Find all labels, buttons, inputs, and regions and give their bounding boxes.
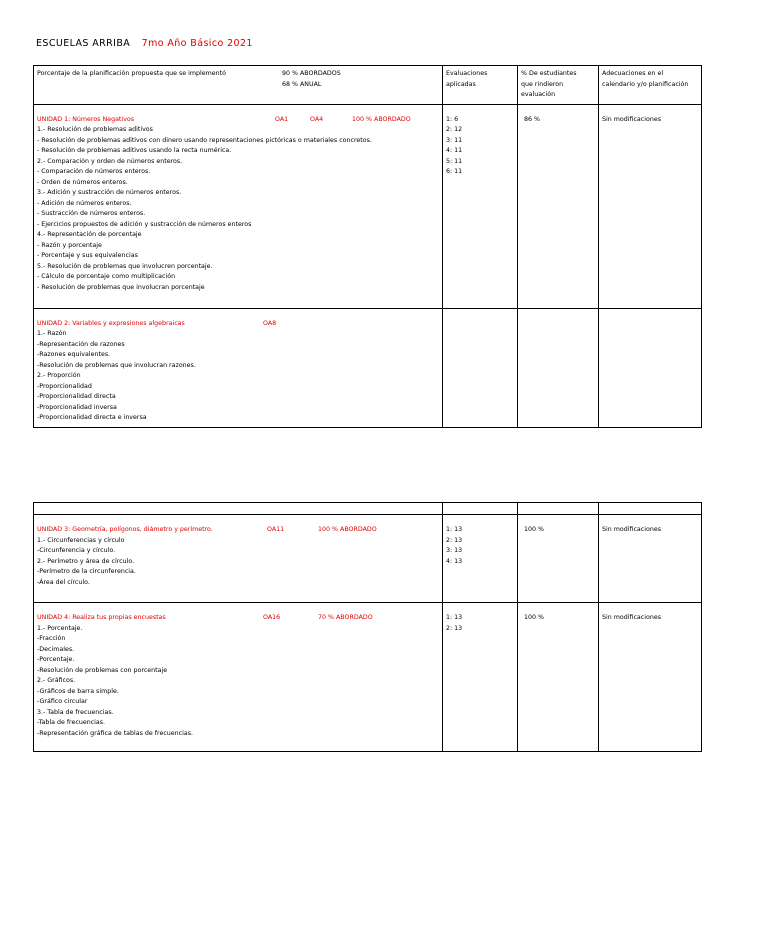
content-line: -Proporcionalidad directa bbox=[37, 393, 116, 400]
header-text: que rindieron bbox=[521, 80, 564, 88]
unit-content-cell bbox=[34, 308, 443, 427]
content-line: -Proporcionalidad directa e inversa bbox=[37, 414, 147, 421]
unit-status: 100 % ABORDADO bbox=[352, 115, 411, 123]
evaluaciones-cell bbox=[443, 515, 518, 603]
estudiantes-cell bbox=[518, 515, 599, 603]
evaluation-entry: 3: 11 bbox=[446, 136, 463, 144]
planning-header-cell bbox=[34, 66, 443, 105]
evaluation-entry: 4: 11 bbox=[446, 147, 463, 154]
unit-heading bbox=[37, 613, 439, 624]
unit-content-cell bbox=[34, 515, 443, 603]
content-line: - Adición de números enteros. bbox=[37, 199, 132, 207]
objective-code: OA4 bbox=[310, 115, 324, 123]
unit-content-cell bbox=[34, 104, 443, 308]
header-adecuaciones bbox=[599, 66, 702, 105]
evaluation-entry: 2: 12 bbox=[446, 126, 463, 133]
student-percentage: 86 % bbox=[524, 115, 540, 123]
unit-status: 100 % ABORDADO bbox=[318, 526, 377, 533]
content-line: 2.- Proporción bbox=[37, 372, 81, 379]
content-line: -Resolución de problemas con porcentaje bbox=[37, 666, 168, 674]
header-estudiantes bbox=[518, 66, 599, 105]
content-line: -Porcentaje. bbox=[37, 656, 75, 663]
empty-header-row bbox=[34, 503, 702, 515]
estudiantes-cell bbox=[518, 104, 599, 308]
student-percentage: 100 % bbox=[524, 526, 545, 533]
unit-title: UNIDAD 3: Geometría, polígonos, diámetro y perímetro. bbox=[37, 526, 213, 533]
evaluation-entry: 1: 13 bbox=[446, 526, 463, 533]
content-line: - Orden de números enteros. bbox=[37, 178, 128, 186]
evaluaciones-cell bbox=[443, 603, 518, 752]
content-line: 3.- Tabla de frecuencias. bbox=[37, 708, 114, 716]
pct-abordados: 90 % ABORDADOS bbox=[282, 70, 341, 77]
planning-label: Porcentaje de la planificación propuesta que se implementó bbox=[37, 70, 226, 77]
evaluation-entry: 3: 13 bbox=[446, 547, 463, 554]
content-line: -Representación de razones bbox=[37, 340, 125, 348]
evaluation-entry: 1: 6 bbox=[446, 115, 459, 123]
adjustment-note: Sin modificaciones bbox=[602, 526, 661, 533]
content-line: -Fracción bbox=[37, 635, 66, 642]
content-line: - Cálculo de porcentaje como multiplicación bbox=[37, 273, 176, 280]
estudiantes-cell bbox=[518, 308, 599, 427]
unit-row bbox=[34, 515, 702, 603]
content-line: -Representación gráfica de tablas de frecuencias. bbox=[37, 729, 193, 737]
content-line: - Resolución de problemas aditivos con dinero usando representaciones pictóricas o materiales concretos. bbox=[37, 136, 372, 144]
evaluation-entry: 2: 13 bbox=[446, 536, 463, 544]
content-line: -Perímetro de la circunferencia. bbox=[37, 568, 136, 575]
content-line: - Sustracción de números enteros. bbox=[37, 210, 146, 217]
unit-title: UNIDAD 4: Realiza tus propias encuestas bbox=[37, 614, 166, 621]
header-text: Adecuaciones en el bbox=[602, 70, 664, 77]
empty-cell bbox=[443, 503, 518, 515]
adecuaciones-cell bbox=[599, 603, 702, 752]
adjustment-note: Sin modificaciones bbox=[602, 614, 661, 621]
content-line: -Área del círculo. bbox=[37, 578, 90, 586]
unit-row bbox=[34, 308, 702, 427]
unit-heading bbox=[37, 319, 439, 330]
content-line: 1.- Porcentaje. bbox=[37, 624, 83, 632]
content-line: - Resolución de problemas aditivos usando la recta numérica. bbox=[37, 147, 232, 154]
document-title bbox=[36, 38, 253, 49]
evaluation-entry: 2: 13 bbox=[446, 624, 463, 632]
header-text: calendario y/o planificación bbox=[602, 80, 689, 88]
unit-heading bbox=[37, 115, 439, 126]
student-percentage: 100 % bbox=[524, 614, 545, 621]
unit-row bbox=[34, 603, 702, 752]
adecuaciones-cell bbox=[599, 308, 702, 427]
content-line: 3.- Adición y sustracción de números enteros. bbox=[37, 189, 182, 196]
content-line: -Tabla de frecuencias. bbox=[37, 719, 106, 726]
objective-code: OA1 bbox=[275, 115, 289, 123]
content-line: 4.- Representación de porcentaje bbox=[37, 231, 142, 238]
content-line: -Gráficos de barra simple. bbox=[37, 687, 119, 695]
content-line: - Ejercicios propuestos de adición y sustracción de números enteros bbox=[37, 220, 252, 228]
unit-title: UNIDAD 2: Variables y expresiones algebraicas bbox=[37, 319, 185, 327]
objective-code: OA8 bbox=[263, 319, 277, 327]
adecuaciones-cell bbox=[599, 104, 702, 308]
content-line: 1.- Razón bbox=[37, 330, 67, 337]
content-line: -Razones equivalentes. bbox=[37, 351, 111, 358]
content-line: -Decimales. bbox=[37, 645, 75, 653]
header-row bbox=[34, 66, 702, 105]
unit-row bbox=[34, 104, 702, 308]
empty-cell bbox=[518, 503, 599, 515]
unit-title: UNIDAD 1: Números Negativos bbox=[37, 115, 135, 123]
content-line: 5.- Resolución de problemas que involucren porcentaje. bbox=[37, 262, 213, 270]
evaluation-entry: 6: 11 bbox=[446, 168, 463, 175]
content-line: -Gráfico circular bbox=[37, 698, 88, 705]
objective-code: OA16 bbox=[263, 614, 281, 621]
unit-heading bbox=[37, 525, 439, 536]
header-text: % De estudiantes bbox=[521, 70, 577, 77]
planning-table-2 bbox=[33, 502, 702, 752]
pct-anual: 68 % ANUAL bbox=[282, 80, 322, 88]
header-text: Evaluaciones bbox=[446, 70, 488, 77]
content-line: 2.- Gráficos. bbox=[37, 677, 76, 684]
content-line: -Resolución de problemas que involucran razones. bbox=[37, 361, 196, 369]
content-line: 2.- Perímetro y área de círculo. bbox=[37, 557, 135, 565]
adecuaciones-cell bbox=[599, 515, 702, 603]
course-year: 7mo Año Básico 2021 bbox=[141, 38, 253, 49]
adjustment-note: Sin modificaciones bbox=[602, 115, 661, 123]
empty-cell bbox=[599, 503, 702, 515]
content-line: 1.- Circunferencias y círculo bbox=[37, 536, 125, 544]
evaluation-entry: 5: 11 bbox=[446, 157, 463, 165]
content-line: 2.- Comparación y orden de números enteros. bbox=[37, 157, 183, 165]
evaluation-entry: 4: 13 bbox=[446, 557, 463, 565]
objective-code: OA11 bbox=[267, 526, 285, 533]
content-line: -Proporcionalidad bbox=[37, 382, 92, 390]
content-line: - Razón y porcentaje bbox=[37, 241, 102, 249]
evaluaciones-cell bbox=[443, 104, 518, 308]
evaluaciones-cell bbox=[443, 308, 518, 427]
content-line: - Porcentaje y sus equivalencias bbox=[37, 252, 138, 259]
planning-table-1 bbox=[33, 65, 702, 428]
header-text: aplicadas bbox=[446, 80, 476, 88]
unit-status: 70 % ABORDADO bbox=[318, 614, 373, 621]
header-text: evaluación bbox=[521, 91, 556, 98]
evaluation-entry: 1: 13 bbox=[446, 614, 463, 621]
content-line: -Proporcionalidad inversa bbox=[37, 403, 117, 411]
school-name: ESCUELAS ARRIBA bbox=[36, 38, 131, 49]
empty-cell bbox=[34, 503, 443, 515]
content-line: - Comparación de números enteros. bbox=[37, 168, 151, 175]
content-line: -Circunferencia y círculo. bbox=[37, 547, 116, 554]
unit-content-cell bbox=[34, 603, 443, 752]
header-evaluaciones bbox=[443, 66, 518, 105]
estudiantes-cell bbox=[518, 603, 599, 752]
content-line: 1.- Resolución de problemas aditivos bbox=[37, 126, 153, 133]
content-line: - Resolución de problemas que involucran porcentaje bbox=[37, 283, 205, 291]
